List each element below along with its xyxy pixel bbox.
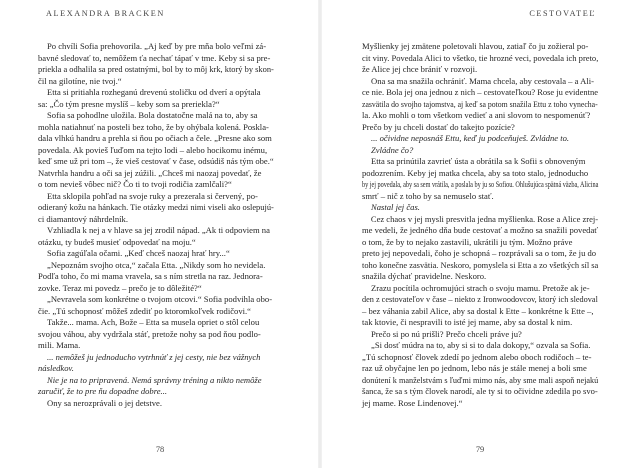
text-line: Etta sklopila pohľad na svoje ruky a prezerala si červený, po- bbox=[47, 190, 258, 201]
text-line: keď sme už pri tom –, že vieš cestovať v čase, odsúdiš nás tým obe.“ bbox=[38, 156, 274, 166]
text-line: mohla natiahnuť na posteli bez toho, že by ohýbala kolená. Poskla- bbox=[38, 121, 269, 132]
text-line: donútení k manželstvám s ľuďmi mimo nás, aby sme mali aspoň nejakú bbox=[362, 374, 599, 385]
text-line: Zrazu pocítila ochromujúci strach o svoju mamu. Pretože ak je- bbox=[371, 282, 590, 293]
right-page bbox=[320, 0, 640, 468]
text-line: Sofia sa pohodlne uložila. Bola dostatočne malá na to, aby sa bbox=[47, 110, 258, 120]
text-line: toho konečne zasvätia. Neskoro, pomyslela si Etta a zo všetkých síl sa bbox=[362, 259, 599, 270]
text-line: Ony sa nerozprávali o jej detstve. bbox=[47, 397, 163, 408]
text-line: cit viny. Povedala Alici to všetko, tie hrozné veci, povedala ich preto, bbox=[362, 52, 599, 63]
text-line: snažila dýchať pravidelne. Neskoro. bbox=[362, 271, 487, 281]
text-line: Nie je na to pripravená. Nemá správny tréning a nikto nemôže bbox=[47, 374, 262, 385]
text-line: Prečo by ju chceli dostať do takejto pozície? bbox=[362, 121, 515, 132]
text-line: zasvätila do svojho tajomstva, aj keď sa potom snažila Ettu z toho vynecha- bbox=[362, 98, 598, 109]
text-line: čil na gilotíne, nie tvoj.“ bbox=[38, 75, 122, 86]
text-line: by jej povedala, aby sa sem vrátila, a poslala by ju so Sofiou. Ohlušujúca spätná väzba, Alicina bbox=[362, 179, 599, 189]
text-line: Podľa toho, čo mi mama vravela, sa s ním stretla na raz. Jednora- bbox=[38, 271, 263, 281]
text-line: svojou váhou, aby vydržala stáť, pretože nohy sa pod ňou podlo- bbox=[38, 328, 261, 339]
right-page-number: 79 bbox=[475, 445, 485, 454]
text-line: Nastal jej čas. bbox=[371, 202, 420, 212]
text-line: den z cestovateľov v čase – niekto z Ironwoodovcov, ktorý ich sledoval bbox=[362, 294, 598, 304]
text-line: mili. Mama. bbox=[38, 340, 81, 350]
text-line: zaručiť, že to pre ňu dopadne dobre... bbox=[38, 386, 167, 396]
text-line: raz už obyčajne len po jednom, lebo nás je stále menej a boli sme bbox=[362, 363, 587, 373]
text-line: Etta sa prinútila zavrieť ústa a obrátila sa k Sofii s obnoveným bbox=[371, 156, 586, 166]
text-line: Sofia zagúľala očami. „Keď chceš naozaj hrať hry...“ bbox=[47, 248, 230, 258]
text-line: Po chvíli Sofia prehovorila. „Aj keď by pre mňa bolo veľmi zá- bbox=[47, 41, 267, 51]
text-line: podozrením. Keby jej matka chcela, aby sa toto stalo, jednoducho bbox=[362, 167, 589, 178]
text-line: tak ktovie, či nespravili to isté jej mame, aby sa dostal k nim. bbox=[362, 317, 573, 327]
text-line: o tom nevieš vôbec nič? Čo ti to tvoji rodičia zamlčali?“ bbox=[38, 179, 232, 189]
text-line: priekla a odhalila sa pred ostatnými, bol by to môj krk, ktorý by skon- bbox=[38, 64, 274, 74]
left-page-text bbox=[38, 41, 274, 409]
text-line: – bez váhania zabil Alice, aby sa dostal k Ette – konkrétne k Ette –, bbox=[362, 305, 594, 316]
text-line: dala vlhkú handru a prehla si ňou po očiach a čele. „Presne ako som bbox=[38, 133, 272, 143]
text-line: Vzhliadla k nej a v hlave sa jej zrodil nápad. „Ak ti odpoviem na bbox=[47, 225, 270, 235]
text-line: následkov. bbox=[38, 363, 74, 373]
right-running-header: CESTOVATEĽ bbox=[529, 9, 596, 18]
text-line: povedala. Ak povieš ľuďom na tejto lodi – alebo hocikomu inému, bbox=[38, 144, 268, 155]
text-line: ... očividne neposnáš Ettu, keď ju podceňuješ. Zvládne to. bbox=[371, 133, 570, 143]
text-line: ci diamantový náhrdelník. bbox=[38, 213, 128, 224]
text-line: šanca, že sa s tým človek narodí, ale ty si to očividne zdedila po svo- bbox=[362, 386, 598, 396]
text-line: Etta si pritiahla rozheganú drevenú stoličku od dverí a opýtala bbox=[47, 87, 261, 97]
text-line: Cez chaos v jej mysli presvitla jedna myšlienka. Rose a Alice zrej- bbox=[370, 213, 599, 224]
text-line: „Nepoznám svojho otca,“ začala Etta. „Nikdy som ho nevidela. bbox=[47, 259, 266, 270]
text-line: smrť – nič z toho by sa nemuselo stať. bbox=[362, 190, 494, 201]
text-line: Takže... mama. Ach, Bože – Etta sa musela opriet o stôl celou bbox=[47, 317, 260, 327]
text-line: ... nemôžeš ju jednoducho vytrhnúť z jej cesty, nie bez vážnych bbox=[47, 351, 261, 362]
text-line: o tom, že by to nejako zastavili, ukrátili ju tým. Možno práve bbox=[362, 236, 573, 247]
text-line: Natvrhla handru a oči sa jej zúžili. „Chceš mi naozaj povedať, že bbox=[38, 167, 262, 178]
text-line: ce nie. Bola jej ona jednou z nich – cestovateľkou? Rose ju evidentne bbox=[362, 87, 599, 97]
left-page-number: 78 bbox=[155, 445, 165, 454]
text-line: sa: „Čo tým presne myslíš – keby som sa preriekla?“ bbox=[38, 98, 220, 109]
right-page-text bbox=[362, 41, 598, 409]
text-line: „Nevravela som konkrétne o tvojom otcovi.“ Sofia podvihla obo- bbox=[47, 294, 273, 304]
text-line: „Tú schopnosť človek zdedí po jednom alebo oboch rodičoch – te- bbox=[362, 351, 592, 362]
text-line: čie. „Tú schopnosť môžeš zdediť po ktoromkoľvek rodičovi.“ bbox=[38, 305, 251, 316]
text-line: odieraný kožu na hánkach. Tie otázky medzi nimi viseli ako oslepujú- bbox=[38, 202, 274, 212]
text-line: „Si dosť múdra na to, aby si si to dala dokopy,“ ozvala sa Sofia. bbox=[371, 340, 591, 350]
text-line: že Alice jej chce brániť v rozvoji. bbox=[362, 64, 478, 74]
text-line: Myšlienky jej zmätene poletovali hlavou, zatiaľ čo ju zožieral po- bbox=[362, 41, 589, 51]
left-running-header: ALEXANDRA BRACKEN bbox=[46, 9, 165, 18]
text-line: zovke. Teraz mi povedz – prečo je to dôležité?“ bbox=[38, 282, 202, 293]
text-line: preto jej nepovedali, čoho je schopná – rozprávali sa o tom, že ju do bbox=[362, 248, 597, 258]
text-line: me vedeli, že jedného dňa bude cestovať a možno sa snažili povedať bbox=[362, 225, 598, 235]
text-line: Prečo si po nú prišli? Prečo chceli práve ju? bbox=[371, 328, 522, 339]
text-line: jej mame. Rose Lindenovej.“ bbox=[362, 397, 463, 408]
text-line: bavné sledovať to, nemôžem ťa nechať tápať v tme. Keby si sa pre- bbox=[38, 52, 271, 63]
text-line: Zvládne čo? bbox=[371, 144, 414, 155]
text-line: Ona sa ma snažila ochrániť. Mama chcela, aby cestovala – a Ali- bbox=[371, 75, 594, 86]
text-line: otázku, ty budeš musieť odpovedať na moju.“ bbox=[38, 236, 196, 247]
text-line: la. Ako mohli o tom všetkom vedieť a ani slovom to nespomenúť? bbox=[362, 110, 591, 120]
